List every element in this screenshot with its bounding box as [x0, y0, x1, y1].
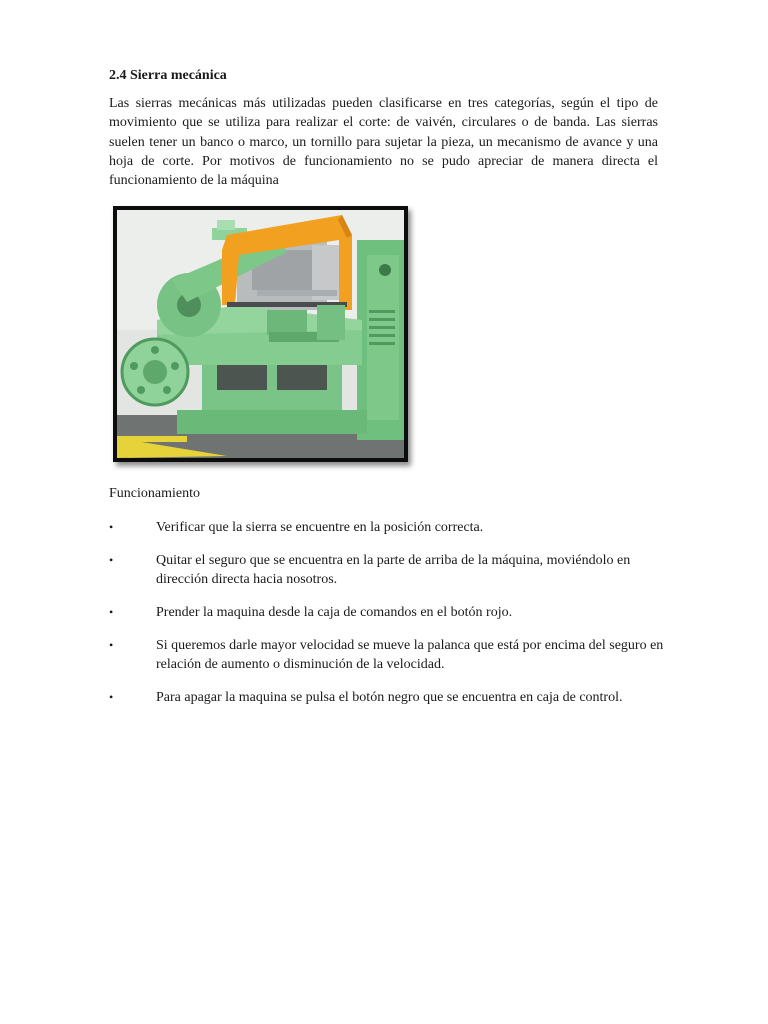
procedure-steps-list [109, 518, 669, 721]
bullet-icon: • [109, 553, 114, 567]
section-title: 2.4 Sierra mecánica [109, 68, 227, 83]
step-text: Quitar el seguro que se encuentra en la parte de arriba de la máquina, moviéndolo en dirección directa hacia nosotros. [156, 553, 631, 587]
step-text: Si queremos darle mayor velocidad se mueve la palanca que está por encima del seguro en relación de aumento o disminución de la velocidad. [156, 638, 664, 672]
procedure-step [109, 603, 669, 622]
procedure-step [109, 518, 669, 537]
bullet-icon: • [109, 690, 114, 704]
procedure-step [109, 636, 669, 674]
machine-photo [113, 206, 408, 462]
intro-paragraph: Las sierras mecánicas más utilizadas pueden clasificarse en tres categorías, según el tipo de movimiento que se utiliza para realizar el corte: de vaivén, circulares o de banda. Las sierras suelen tener un banco o marco, un tornillo para sujetar la pieza, un mecanismo de avance y una hoja de corte. Por motivos de funcionamiento no se pudo apreciar de manera directa el funcionamiento de la máquina [109, 96, 658, 189]
procedure-step [109, 688, 669, 707]
step-text: Verificar que la sierra se encuentre en la posición correcta. [156, 520, 484, 535]
procedure-title: Funcionamiento [109, 486, 200, 501]
step-text: Para apagar la maquina se pulsa el botón negro que se encuentra en caja de control. [156, 690, 623, 705]
bullet-icon: • [109, 638, 114, 652]
procedure-step [109, 551, 669, 589]
bullet-icon: • [109, 520, 114, 534]
bullet-icon: • [109, 605, 114, 619]
step-text: Prender la maquina desde la caja de comandos en el botón rojo. [156, 605, 513, 620]
power-hacksaw-illustration [117, 210, 404, 458]
